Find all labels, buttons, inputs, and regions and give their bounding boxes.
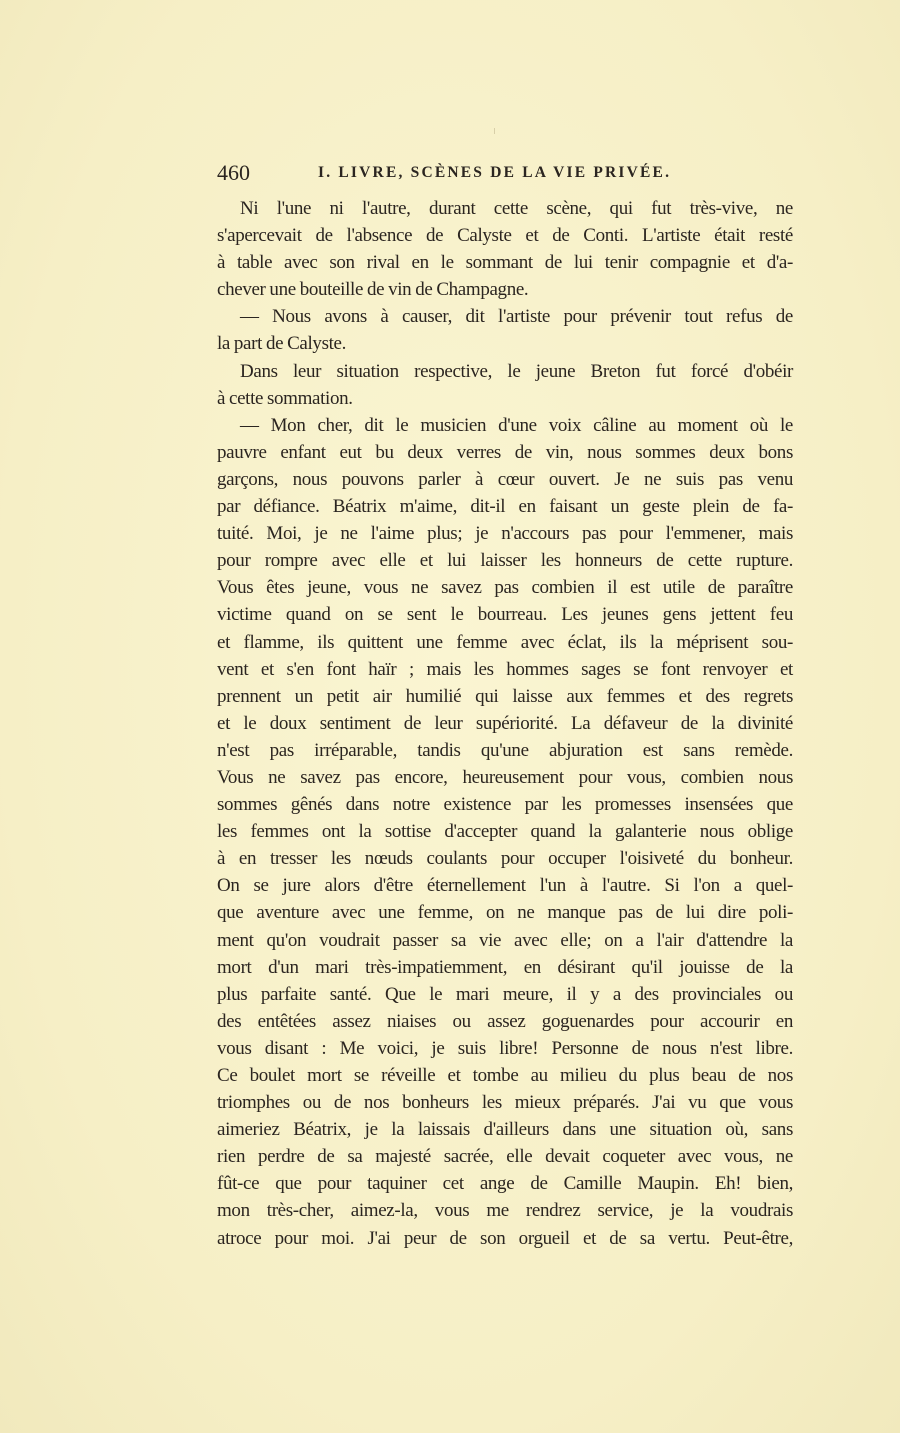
text-line: Vous ne savez pas encore, heureusement pour vous, combien nous — [217, 766, 793, 788]
text-line: pauvre enfant eut bu deux verres de vin, nous sommes deux bons — [217, 441, 793, 463]
text-line: aimeriez Béatrix, je la laissais d'ailleurs dans une situation où, sans — [217, 1119, 793, 1141]
text-line: plus parfaite santé. Que le mari meure, il y a des provinciales ou — [217, 983, 793, 1005]
text-line: tuité. Moi, je ne l'aime plus; je n'accours pas pour l'emmener, mais — [217, 523, 793, 545]
page-number: 460 — [217, 160, 250, 185]
text-line: et flamme, ils quittent une femme avec éclat, ils la méprisent sou- — [217, 631, 793, 653]
text-line: chever une bouteille de vin de Champagne. — [217, 279, 529, 301]
text-line: Ni l'une ni l'autre, durant cette scène, qui fut très-vive, ne — [240, 198, 793, 219]
text-line: — Mon cher, dit le musicien d'une voix câline au moment où le — [240, 414, 793, 436]
text-line: prennent un petit air humilié qui laisse aux femmes et des regrets — [217, 685, 793, 707]
text-line: garçons, nous pouvons parler à cœur ouvert. Je ne suis pas venu — [217, 468, 793, 490]
text-line: la part de Calyste. — [217, 333, 347, 355]
text-line: vent et s'en font haïr ; mais les hommes sages se font renvoyer et — [217, 658, 793, 680]
scan-mark — [494, 128, 495, 134]
text-line: atroce pour moi. J'ai peur de son orgueil et de sa vertu. Peut-être, — [217, 1227, 793, 1249]
text-line: n'est pas irréparable, tandis qu'une abjuration est sans remède. — [217, 739, 793, 761]
text-line: triomphes ou de nos bonheurs les mieux préparés. J'ai vu que vous — [217, 1092, 793, 1114]
text-line: Vous êtes jeune, vous ne savez pas combien il est utile de paraître — [217, 577, 793, 599]
text-line: On se jure alors d'être éternellement l'un à l'autre. Si l'on a quel- — [217, 875, 793, 897]
text-line: par défiance. Béatrix m'aime, dit-il en faisant un geste plein de fa- — [217, 496, 793, 518]
page-header — [217, 160, 797, 190]
text-line: à table avec son rival en le sommant de lui tenir compagnie et d'a- — [217, 252, 793, 274]
text-line: mon très-cher, aimez-la, vous me rendrez service, je la voudrais — [217, 1200, 793, 1222]
text-line: à cette sommation. — [217, 387, 353, 409]
text-line: des entêtées assez niaises ou assez goguenardes pour accourir en — [217, 1010, 793, 1032]
text-line: à en tresser les nœuds coulants pour occuper l'oisiveté du bonheur. — [217, 848, 793, 870]
text-line: — Nous avons à causer, dit l'artiste pour prévenir tout refus de — [240, 306, 793, 328]
text-line: vous disant : Me voici, je suis libre! Personne de nous n'est libre. — [217, 1037, 793, 1059]
text-line: Ce boulet mort se réveille et tombe au milieu du plus beau de nos — [217, 1065, 793, 1086]
text-line: ment qu'on voudrait passer sa vie avec elle; on a l'air d'attendre la — [217, 929, 793, 951]
running-title: I. LIVRE, SCÈNES DE LA VIE PRIVÉE. — [318, 164, 672, 181]
text-line: les femmes ont la sottise d'accepter quand la galanterie nous oblige — [217, 821, 793, 843]
text-line: mort d'un mari très-impatiemment, en désirant qu'il jouisse de la — [217, 956, 793, 978]
text-line: sommes gênés dans notre existence par les promesses insensées que — [217, 794, 793, 816]
body-text — [217, 195, 793, 1252]
text-line: victime quand on se sent le bourreau. Les jeunes gens jettent feu — [217, 604, 793, 626]
text-line: pour rompre avec elle et lui laisser les honneurs de cette rupture. — [217, 550, 793, 572]
text-line: fût-ce que pour taquiner cet ange de Camille Maupin. Eh! bien, — [217, 1173, 793, 1195]
text-line: Dans leur situation respective, le jeune Breton fut forcé d'obéir — [240, 360, 793, 382]
text-line: rien perdre de sa majesté sacrée, elle devait coqueter avec vous, ne — [217, 1146, 793, 1168]
text-line: que aventure avec une femme, on ne manque pas de lui dire poli- — [217, 902, 793, 924]
text-line: et le doux sentiment de leur supériorité. La défaveur de la divinité — [217, 712, 793, 734]
text-line: s'apercevait de l'absence de Calyste et de Conti. L'artiste était resté — [217, 225, 793, 247]
